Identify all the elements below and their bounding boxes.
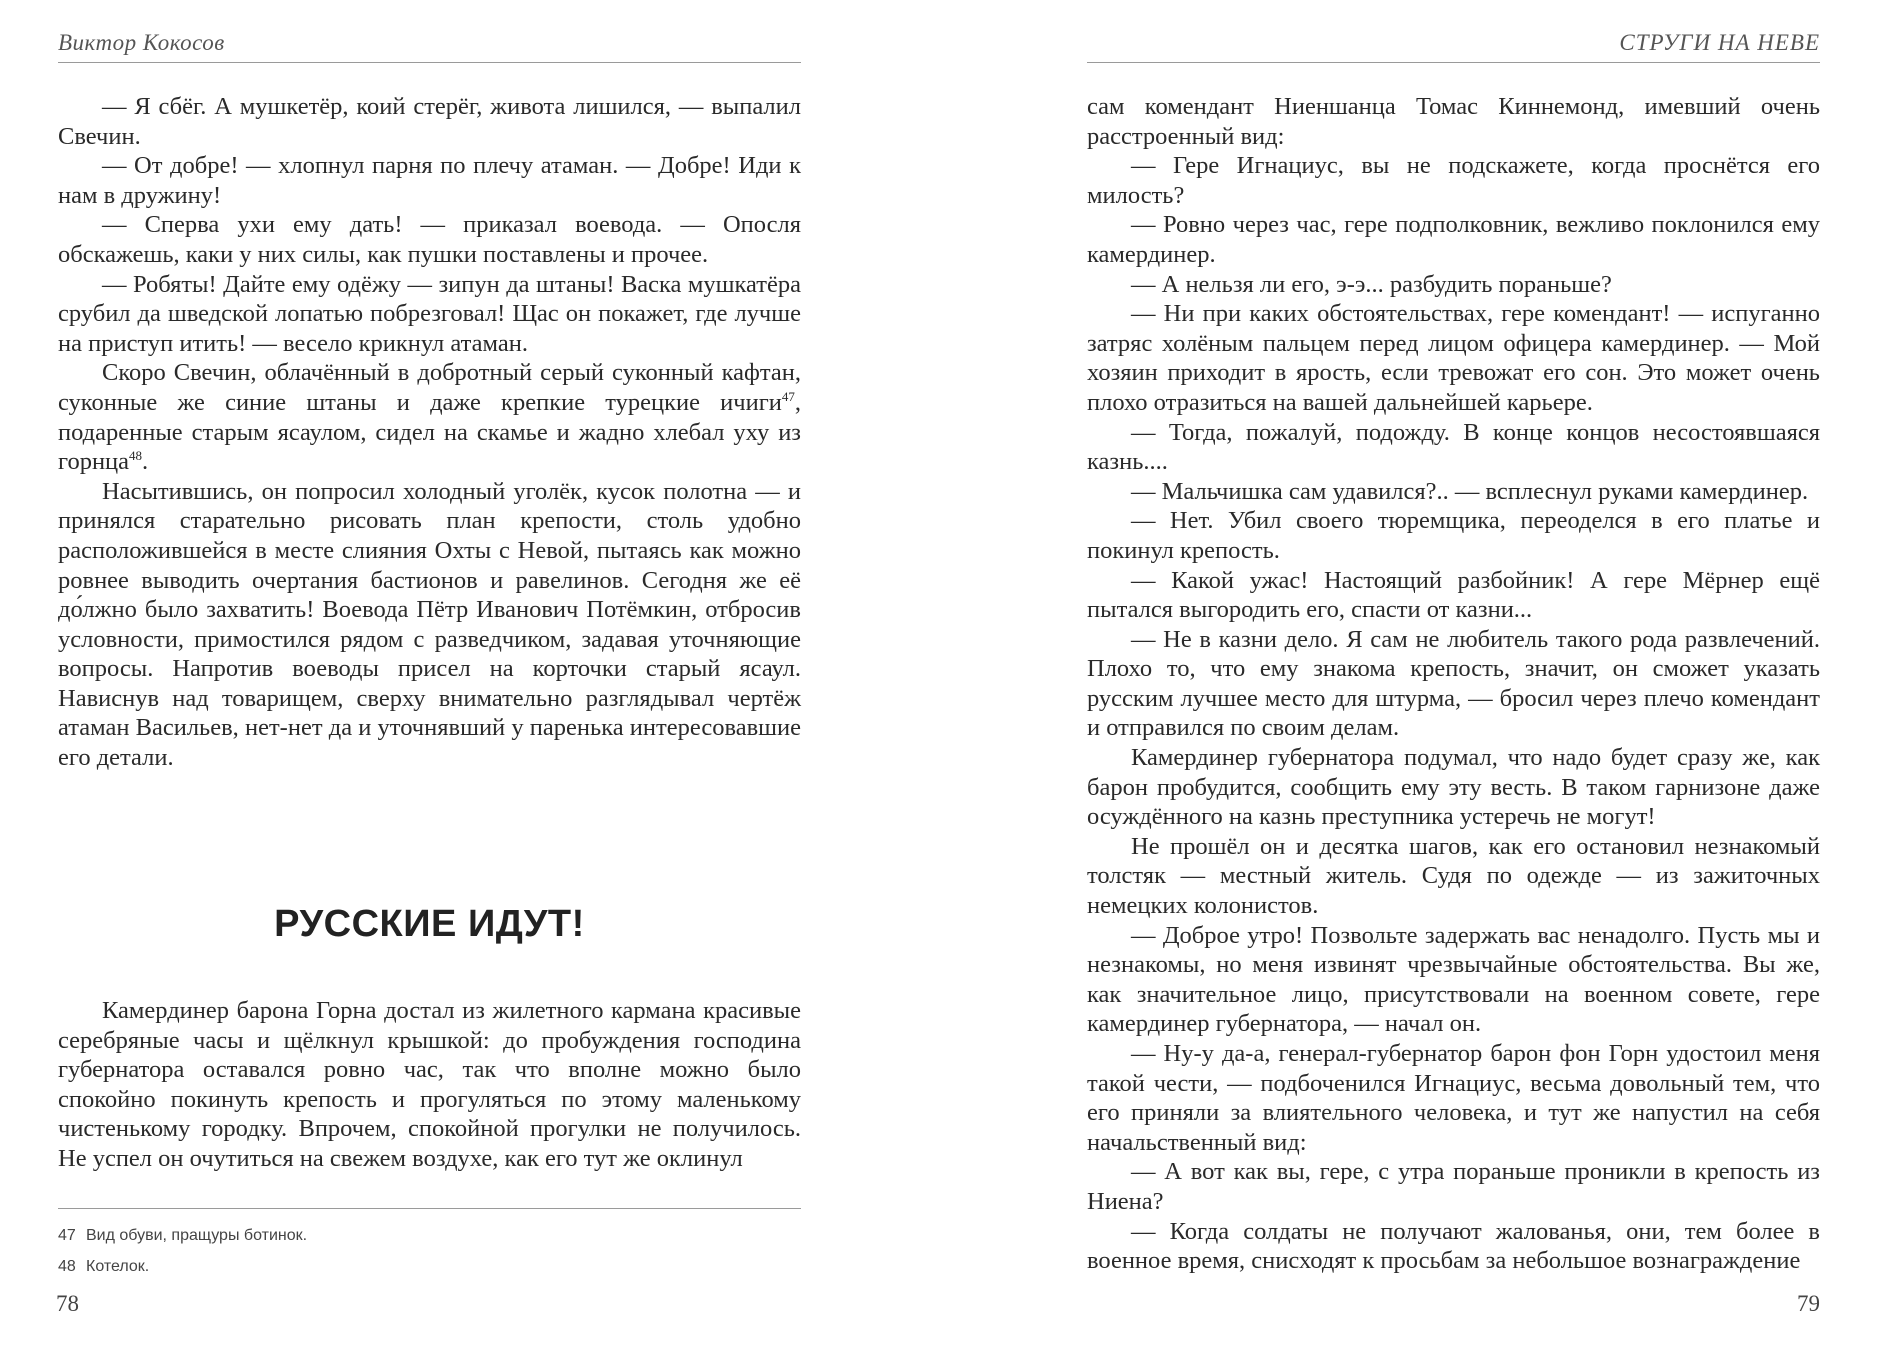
paragraph-text: Скоро Свечин, облачённый в добротный серый суконный кафтан, суконные же синие штаны и даже крепкие турецкие ичиги (58, 359, 801, 416)
header-rule (1087, 62, 1820, 63)
chapter-title: РУССКИЕ ИДУТ! (274, 903, 585, 945)
running-head-author: Виктор Кокосов (58, 30, 225, 55)
paragraph: — Ну-у да-а, генерал-губернатор барон фон Горн удостоил меня такой чести, — подбоченился Игнациус, весьма довольный тем, что его приняли за влиятельного человека, и тут же напустил на себя начальственный вид: (1087, 1040, 1820, 1156)
chapter-body-text (58, 996, 801, 1174)
paragraph: — Нет. Убил своего тюремщика, переоделся в его платье и покинул крепость. (1087, 507, 1820, 564)
footnote (58, 1251, 801, 1282)
footnote-text: Вид обуви, пращуры ботинок. (86, 1227, 308, 1244)
paragraph: — Ни при каких обстоятельствах, гере комендант! — испуганно затряс холёным пальцем перед лицом офицера камердинер. — Мой хозяин приходит в ярость, если тревожат его сон. Это может очень плохо отразиться на вашей дальнейшей карьере. (1087, 300, 1820, 416)
footnote-text: Котелок. (86, 1258, 150, 1275)
paragraph: — Когда солдаты не получают жалованья, они, тем более в военное время, снисходят к просьбам за небольшое вознаграждение (1087, 1217, 1820, 1275)
paragraph: — Я сбёг. А мушкетёр, коий стерёг, живота лишился, — выпалил Свечин. (58, 93, 801, 150)
paragraph: Насытившись, он попросил холодный уголёк, кусок полотна — и принялся старательно рисовать план крепости, столь удобно расположившейся в месте слияния Охты с Невой, пытаясь как можно ровнее выводить очертания бастионов и равелинов. Сегодня же её до́лжно было захватить! Воевода Пётр Иванович Потёмкин, отбросив условности, примостился рядом с разведчиком, задавая уточняющие вопросы. Напротив воеводы присел на корточки старый ясаул. Нависнув над товарищем, сверху внимательно разглядывал чертёж атаман Васильев, нет-нет да и уточнявший у паренька интересовавшие его детали. (58, 477, 801, 772)
paragraph: — А нельзя ли его, э-э... разбудить пораньше? (1131, 270, 1612, 298)
left-body-text (58, 92, 801, 773)
footnote-number: 48 (58, 1258, 76, 1275)
paragraph: сам комендант Ниеншанца Томас Киннемонд, имевший очень расстроенный вид: (1087, 93, 1820, 150)
footnote-ref: 47 (781, 388, 795, 404)
paragraph: Камердинер губернатора подумал, что надо будет сразу же, как барон пробудится, сообщить ему эту весть. В таком гарнизоне даже осуждённого на казнь преступника устеречь не могут! (1087, 744, 1820, 831)
page-number: 79 (1797, 1291, 1820, 1316)
paragraph (58, 358, 801, 476)
running-head-title: СТРУГИ НА НЕВЕ (1619, 30, 1820, 55)
paragraph: Не прошёл он и десятка шагов, как его остановил незнакомый толстяк — местный житель. Судя по одежде — из зажиточных немецких колонистов. (1087, 832, 1820, 920)
paragraph: — Мальчишка сам удавился?.. — всплеснул руками камердинер. (1131, 477, 1809, 505)
right-body-text (1087, 92, 1820, 1276)
footnote-rule (58, 1208, 801, 1209)
footnote (58, 1220, 801, 1251)
paragraph: — Какой ужас! Настоящий разбойник! А гере Мёрнер ещё пытался выгородить его, спасти от казни... (1087, 566, 1820, 624)
header-rule (58, 62, 801, 63)
paragraph: — Не в казни дело. Я сам не любитель такого рода развлечений. Плохо то, что ему знакома крепость, значит, он сможет указать русским лучшее место для штурма, — бросил через плечо комендант и отправился по своим делам. (1087, 625, 1820, 742)
paragraph: — Доброе утро! Позвольте задержать вас ненадолго. Пусть мы и незнакомы, но меня извинят чрезвычайные обстоятельства. Вы же, как значительное лицо, присутствовали на военном совете, гере камердинер губернатора, — начал он. (1087, 921, 1820, 1038)
left-page (0, 0, 941, 1355)
paragraph: — Тогда, пожалуй, подожду. В конце концов несостоявшаяся казнь.... (1087, 418, 1820, 476)
paragraph: Камердинер барона Горна достал из жилетного кармана красивые серебряные часы и щёлкнул крышкой: до пробуждения господина губернатора оставался ровно час, так что вполне можно было спокойно покинуть крепость и прогуляться по этому маленькому чистенькому городку. Впрочем, спокойной прогулки не получилось. Не успел он очутиться на свежем воздухе, как его тут же оклинул (58, 997, 801, 1172)
paragraph-text: , подаренные старым ясаулом, сидел на скамье и жадно хлебал уху из горнца (58, 388, 801, 476)
page-number: 78 (56, 1291, 79, 1316)
right-page (941, 0, 1883, 1355)
paragraph: — Гере Игнациус, вы не подскажете, когда проснётся его милость? (1087, 152, 1820, 209)
footnotes (58, 1220, 801, 1282)
paragraph: — От добре! — хлопнул парня по плечу атаман. — Добре! Иди к нам в дружину! (58, 152, 801, 209)
paragraph-text: . (142, 448, 149, 476)
paragraph: — Робяты! Дайте ему одёжу — зипун да штаны! Васка мушкатёра срубил да шведской лопатью побрезговал! Щас он покажет, где лучше на приступ итить! — весело крикнул атаман. (58, 270, 801, 357)
footnote-ref: 48 (129, 447, 143, 463)
paragraph: — А вот как вы, гере, с утра пораньше проникли в крепость из Ниена? (1087, 1158, 1820, 1215)
paragraph: — Сперва ухи ему дать! — приказал воевода. — Опосля обскажешь, каки у них силы, как пушки поставлены и прочее. (58, 211, 801, 268)
paragraph: — Ровно через час, гере подполковник, вежливо поклонился ему камердинер. (1087, 211, 1820, 268)
footnote-number: 47 (58, 1227, 76, 1244)
